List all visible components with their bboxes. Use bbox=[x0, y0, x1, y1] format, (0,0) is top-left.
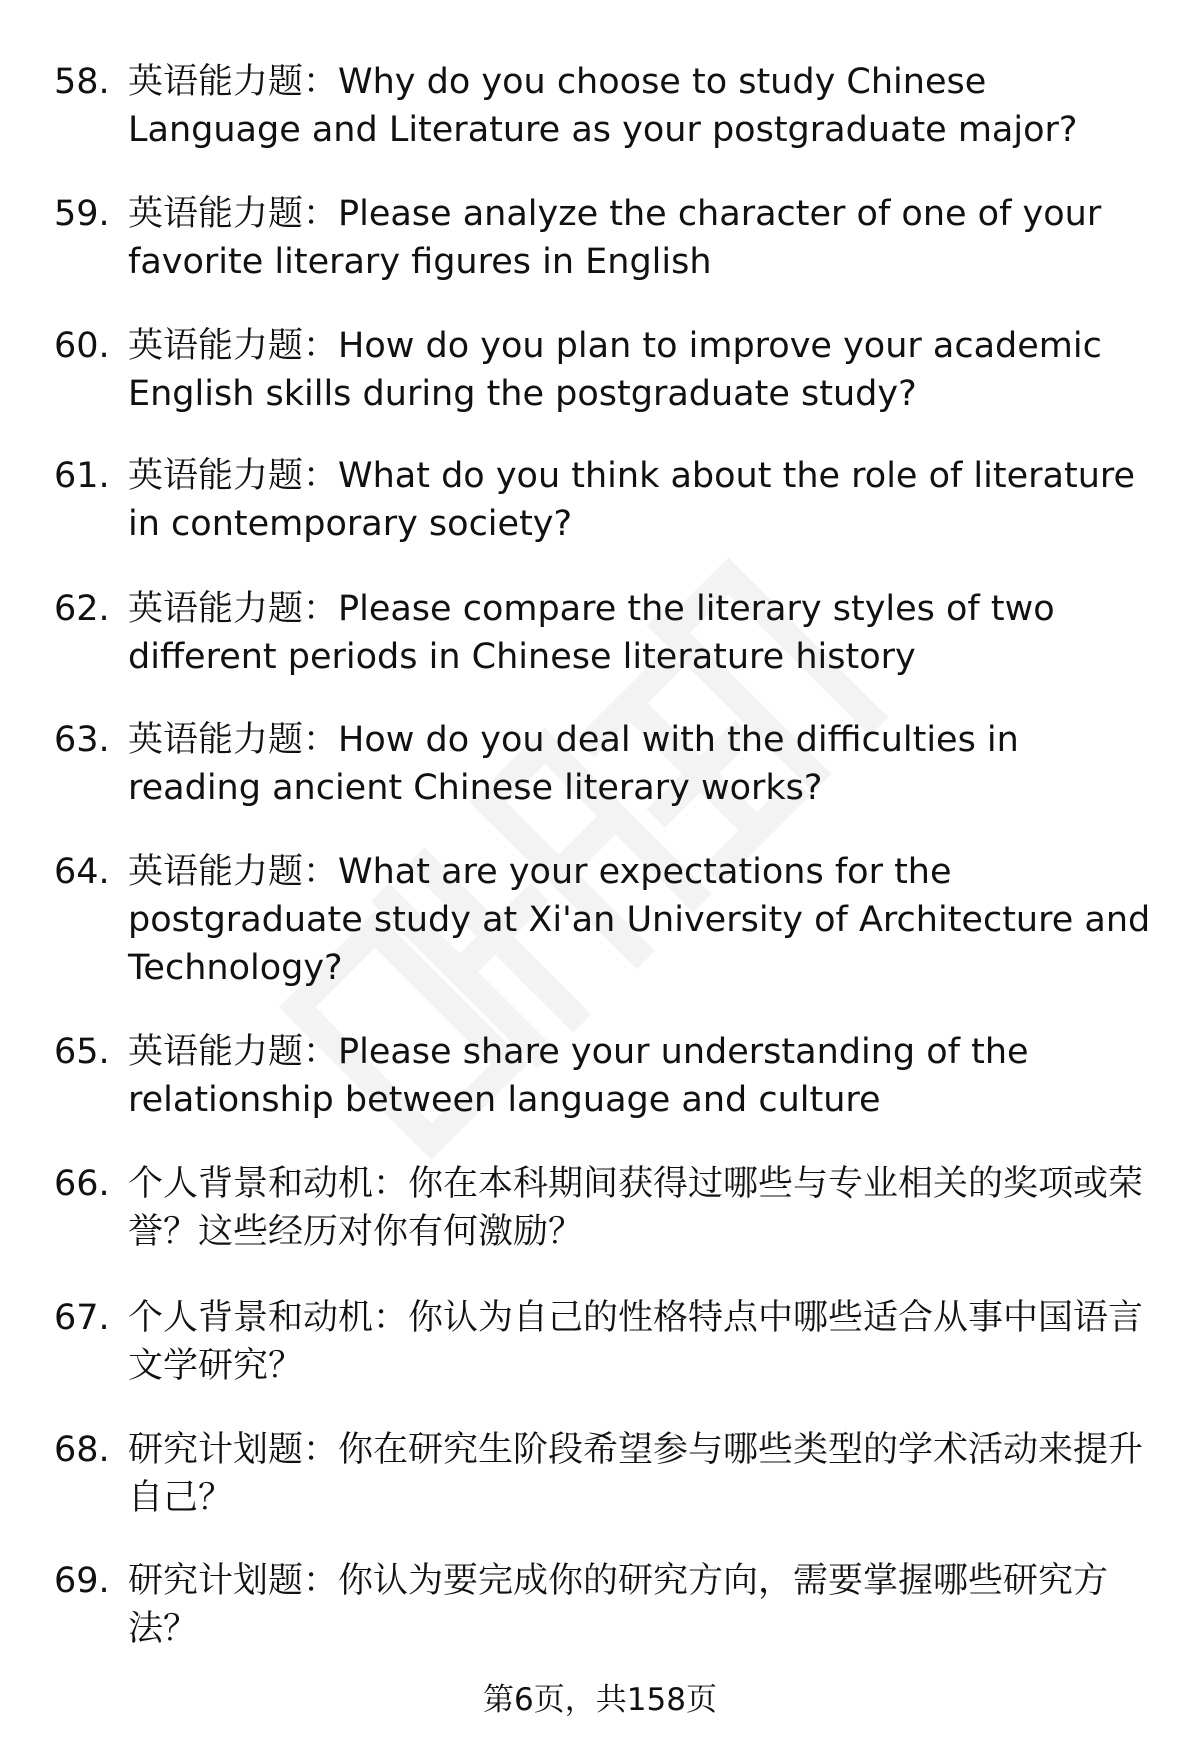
question-item bbox=[54, 58, 1154, 190]
question-text: 个人背景和动机：你认为自己的性格特点中哪些适合从事中国语言文学研究？ bbox=[128, 1298, 1144, 1386]
question-text: 研究计划题：你认为要完成你的研究方向，需要掌握哪些研究方法？ bbox=[128, 1561, 1109, 1649]
question-text: 英语能力题：Please compare the literary styles of two different periods in Chinese literature history bbox=[128, 589, 1055, 677]
question-item bbox=[54, 190, 1154, 322]
question-number: 69. bbox=[54, 1561, 110, 1601]
question-item bbox=[54, 1028, 1154, 1160]
question-item bbox=[54, 585, 1154, 716]
question-text: 研究计划题：你在研究生阶段希望参与哪些类型的学术活动来提升自己？ bbox=[128, 1430, 1144, 1518]
question-text: 英语能力题：What do you think about the role of literature in contemporary society? bbox=[128, 456, 1136, 544]
question-number: 58. bbox=[54, 62, 110, 102]
question-number: 68. bbox=[54, 1430, 110, 1470]
question-item bbox=[54, 452, 1154, 585]
question-item bbox=[54, 1294, 1154, 1426]
question-item bbox=[54, 1160, 1154, 1294]
question-item bbox=[54, 716, 1154, 848]
question-number: 64. bbox=[54, 852, 110, 892]
question-number: 62. bbox=[54, 589, 110, 629]
question-number: 59. bbox=[54, 194, 110, 234]
question-number: 61. bbox=[54, 456, 110, 496]
question-number: 60. bbox=[54, 326, 110, 366]
page-footer: 第6页，共158页 bbox=[483, 1682, 717, 1718]
question-text: 英语能力题：Please analyze the character of one of your favorite literary figures in English bbox=[128, 194, 1102, 282]
question-text: 英语能力题：How do you plan to improve your academic English skills during the postgraduate study? bbox=[128, 326, 1102, 414]
question-item bbox=[54, 322, 1154, 452]
question-text: 个人背景和动机：你在本科期间获得过哪些与专业相关的奖项或荣誉？这些经历对你有何激励？ bbox=[128, 1164, 1144, 1252]
question-number: 63. bbox=[54, 720, 110, 760]
question-number: 65. bbox=[54, 1032, 110, 1072]
question-number: 67. bbox=[54, 1298, 110, 1338]
question-text: 英语能力题：Please share your understanding of the relationship between language and culture bbox=[128, 1032, 1029, 1120]
question-item bbox=[54, 1557, 1154, 1657]
question-item bbox=[54, 1426, 1154, 1557]
question-item bbox=[54, 848, 1154, 1028]
question-text: 英语能力题：Why do you choose to study Chinese Language and Literature as your postgraduate major? bbox=[128, 62, 1078, 150]
question-number: 66. bbox=[54, 1164, 110, 1204]
question-text: 英语能力题：What are your expectations for the postgraduate study at Xi'an University of Architecture and Technology? bbox=[128, 852, 1151, 988]
question-text: 英语能力题：How do you deal with the difficulties in reading ancient Chinese literary works? bbox=[128, 720, 1019, 808]
question-list bbox=[54, 58, 1154, 1657]
